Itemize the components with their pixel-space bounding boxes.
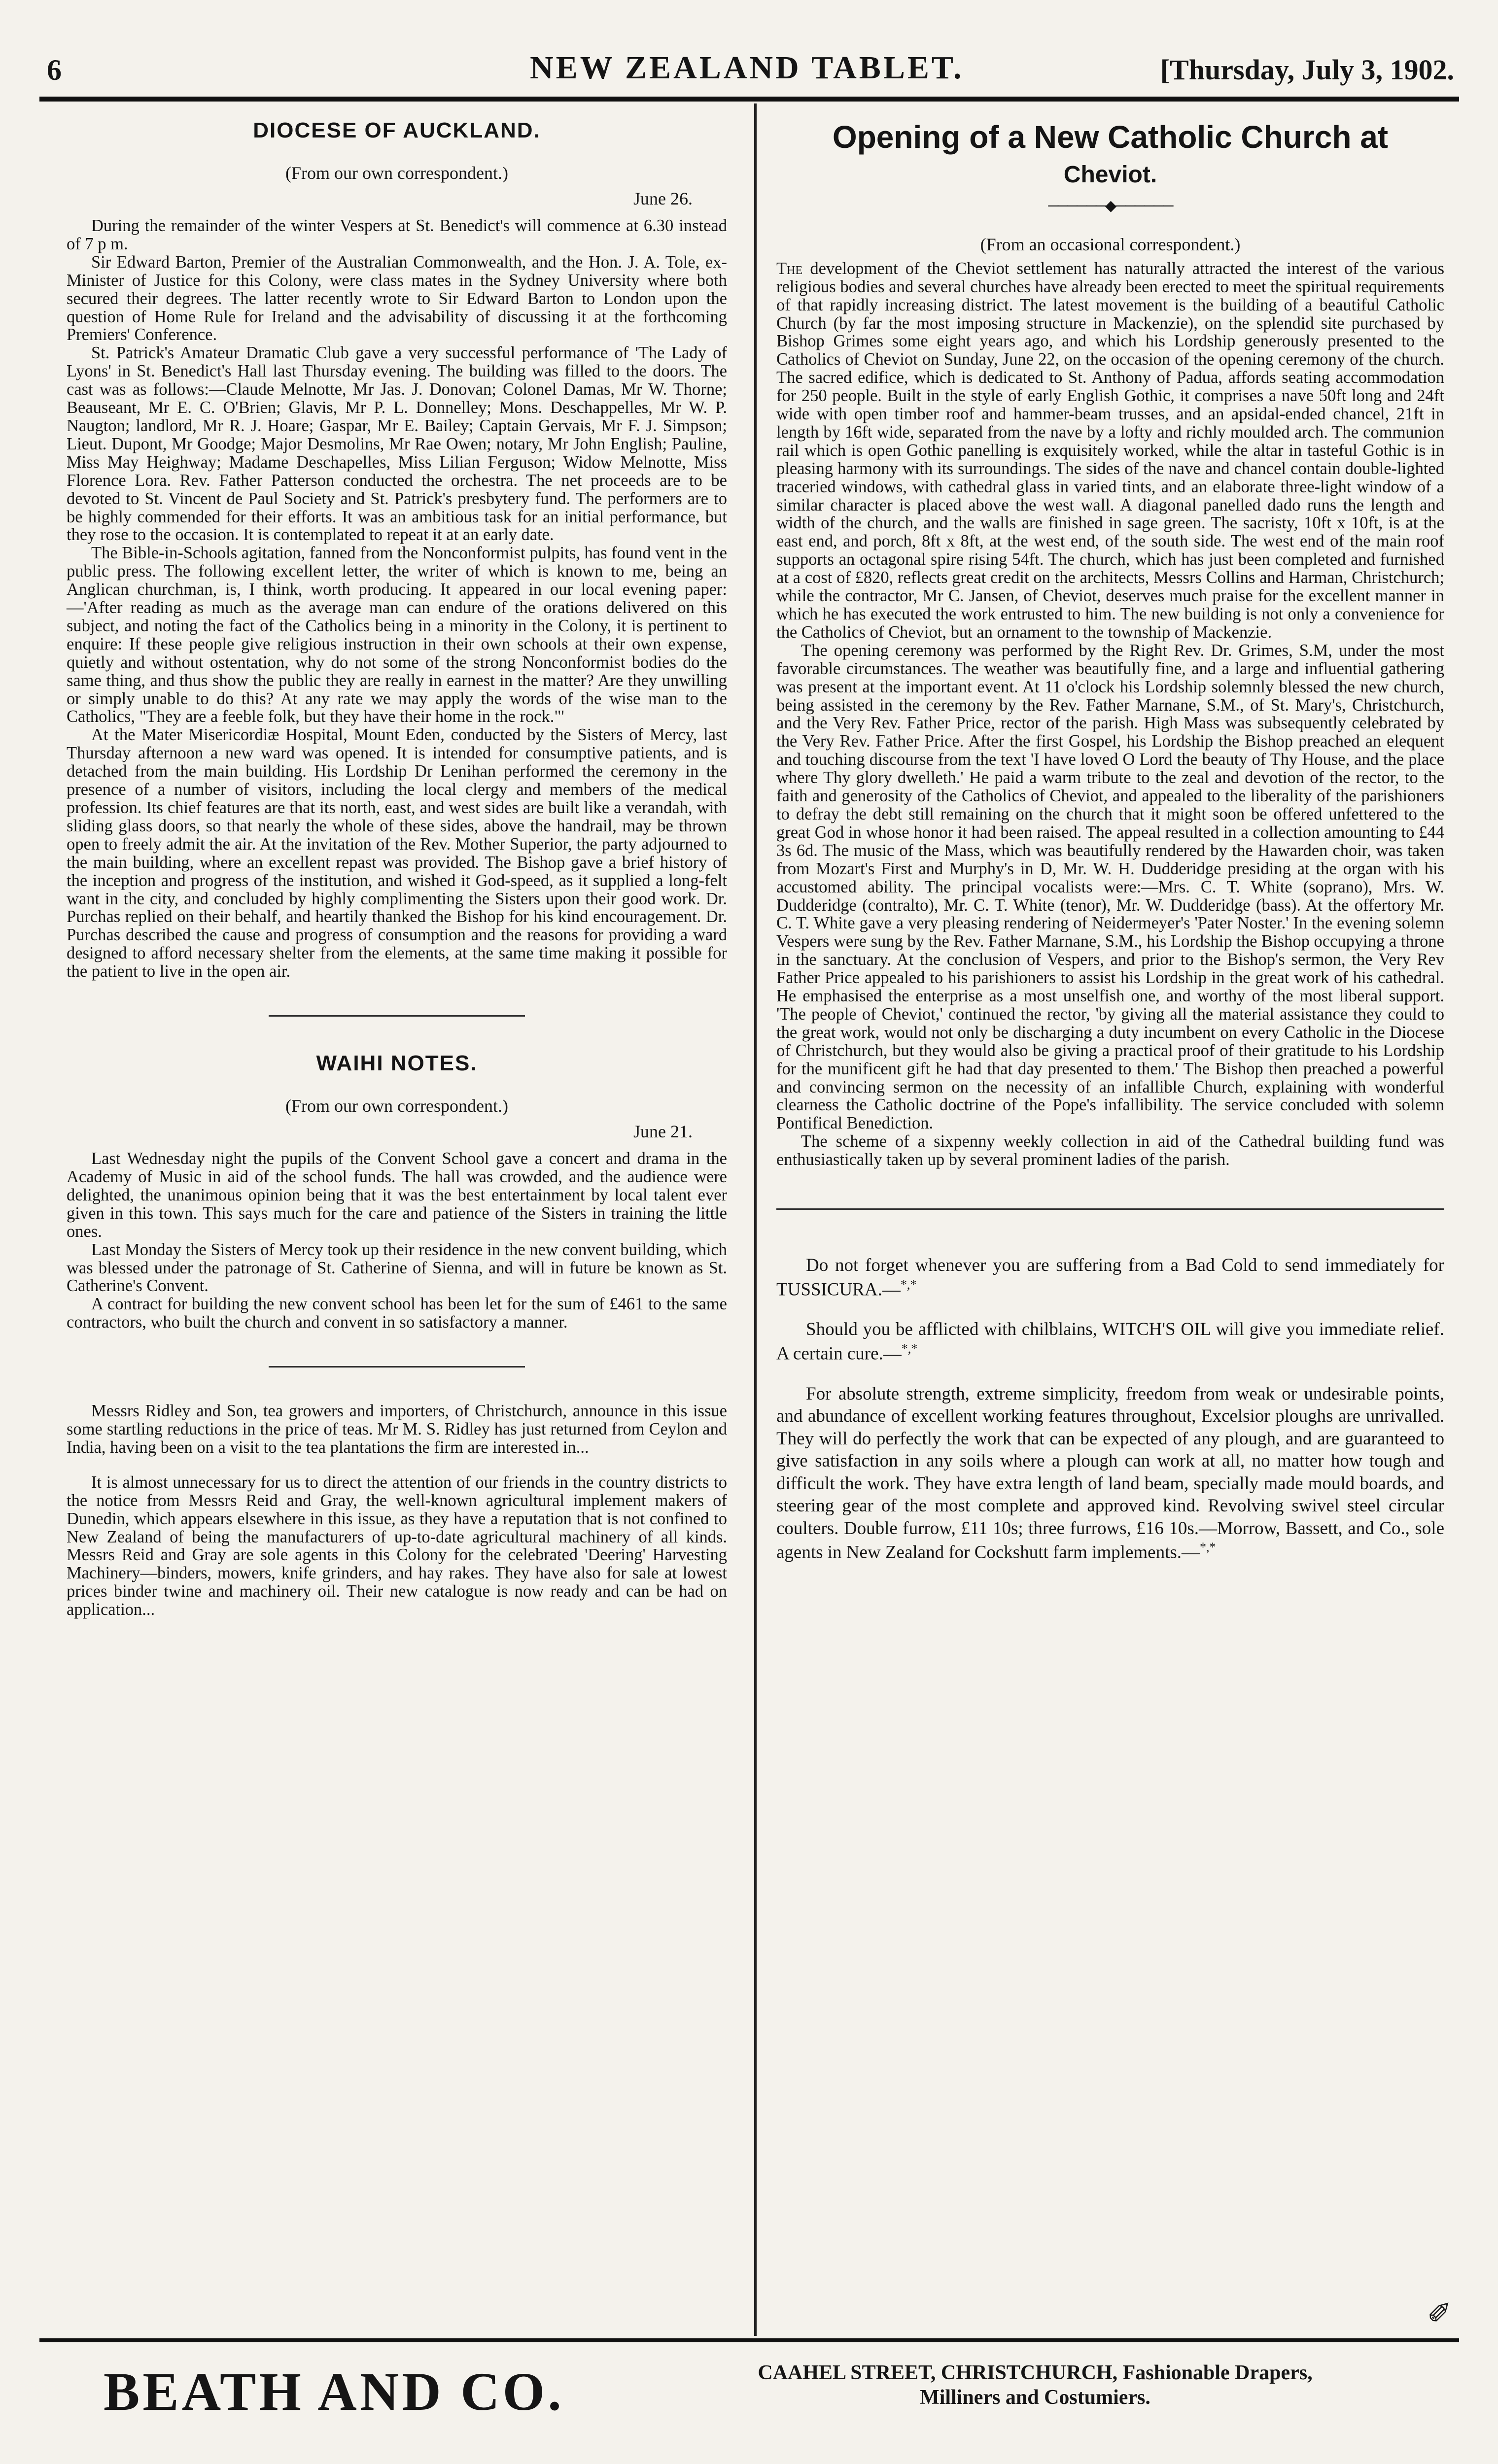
article-paragraph: The scheme of a sixpenny weekly collection in aid of the Cathedral building fund was enthusiastically taken up by several prominent ladies of the parish.: [776, 1132, 1444, 1169]
ad-paragraph: Do not forget whenever you are suffering from a Bad Cold to send immediately for TUSSICURA.—*,*: [776, 1255, 1444, 1300]
auckland-heading: DIOCESE OF AUCKLAND.: [253, 118, 541, 142]
notice-paragraph: It is almost unnecessary for us to direct the attention of our friends in the country districts to the notice from Messrs Reid and Gray, the well-known agricultural implement makers of Dunedin, which appears elsewhere in this issue, as they have a reputation that is not confined to New Zealand of being the manufacturers of up-to-date agricultural machinery of all kinds. Messrs Reid and Gray are sole agents in this Colony for the celebrated 'Deering' Harvesting Machinery—binders, mowers, knife grinders, and hay rakes. They have also for sale at lowest prices binder twine and machinery oil. Their new catalogue is now ready and can be had on application...: [67, 1472, 727, 1619]
notice-paragraph: Messrs Ridley and Son, tea growers and importers, of Christchurch, announce in this issue some startling reductions in the price of teas. Mr M. S. Ridley has just returned from Ceylon and India, having been on a visit to the tea plantations the firm are interested in...: [67, 1402, 727, 1457]
bottom-rule: [39, 2338, 1459, 2342]
waihi-byline: (From our own correspondent.): [285, 1096, 508, 1116]
waihi-heading: WAIHI NOTES.: [316, 1051, 478, 1076]
page-number: 6: [47, 54, 62, 86]
section-separator: [269, 1015, 525, 1017]
article-paragraph: At the Mater Misericordiæ Hospital, Mount Eden, conducted by the Sisters of Mercy, last Thursday afternoon a new ward was opened. It is intended for consumptive patients, and is detached from the main building. His Lordship Dr Lenihan performed the ceremony in the presence of a number of visitors, including the local clergy and members of the medical profession. Its chief features are that its north, east, and west sides are built like a verandah, with sliding glass doors, so that nearly the whole of these sides, above the handrail, may be thrown open to freely admit the air. At the invitation of the Rev. Mother Superior, the party adjourned to the main building, where an excellent repast was provided. The Bishop gave a brief history of the inception and progress of the institution, and wished it God-speed, as it supplied a long-felt want in the city, and concluded by highly complimenting the Sisters upon their good work. Dr. Purchas replied on their behalf, and heartily thanked the Bishop for his kind encouragement. Dr. Purchas described the cause and progress of consumption and the reasons for providing a ward designed to afford necessary shelter from the elements, at the same time making it possible for the patient to live in the open air.: [67, 725, 727, 981]
advertiser-name: BEATH AND CO.: [104, 2361, 564, 2422]
auckland-byline: (From our own correspondent.): [285, 163, 508, 183]
article-paragraph: The opening ceremony was performed by the Right Rev. Dr. Grimes, S.M, under the most favorable circumstances. The weather was beautifully fine, and a large and influential gathering was present at the important event. At 11 o'clock his Lordship solemnly blessed the new church, being assisted in the ceremony by the Rev. Father Marnane, S.M., of St. Mary's, Christchurch, and the Very Rev. Father Price, rector of the parish. High Mass was subsequently celebrated by the Very Rev. Father Price. After the first Gospel, his Lordship the Bishop preached an elequent and touching discourse from the text 'I have loved O Lord the beauty of Thy House, and the place where Thy glory dwelleth.' He paid a warm tribute to the zeal and devotion of the rector, to the faith and generosity of the Catholics of Cheviot, and appealed to the liberality of the parishioners to defray the debt still remaining on the church that it might soon be offered unfettered to the great God in whose honor it had been raised. The appeal resulted in a collection amounting to £44 3s 6d. The music of the Mass, which was beautifully rendered by the Hawarden choir, was taken from Mozart's First and Murphy's in D, Mr. W. H. Dudderidge presiding at the organ with his accustomed ability. The principal vocalists were:—Mrs. C. T. White (soprano), Mrs. W. Dudderidge (contralto), Mr. C. T. White (tenor), Mr. W. Dudderidge (bass). At the offertory Mr. C. T. White gave a very pleasing rendering of Neidermeyer's 'Pater Noster.' In the evening solemn Vespers were sung by the Rev. Father Marnane, S.M., his Lordship the Bishop occupying a throne in the sanctuary. At the conclusion of Vespers, and prior to the Bishop's sermon, the Very Rev Father Price appealed to his parishioners to assist his Lordship in the great work of his cathedral. He emphasised the enterprise as a most unselfish one, and worthy of the most liberal support. 'The people of Cheviot,' continued the rector, 'by giving all the material assistance they could to the great work, would not only be discharging a duty incumbent on every Catholic in the Diocese of Christchurch, but they would also be giving a practical proof of their gratitude to his Lordship for the munificent gift he had that day presented to them.' The Bishop then preached a powerful and convincing sermon on the necessity of an infallible Church, explaining with wonderful clearness the Catholic doctrine of the Pope's infallibility. The service concluded with solemn Pontifical Benediction.: [776, 641, 1444, 1133]
article-paragraph: The Bible-in-Schools agitation, fanned from the Nonconformist pulpits, has found vent in the public press. The following excellent letter, the writer of which is known to me, being an Anglican churchman, is, I think, worth producing. It appeared in our local evening paper:—'After reading as much as the average man can endure of the orations delivered on this subject, and noting the fact of the Catholics being in a minority in the Colony, it is pertinent to enquire: If these people give religious instruction in their own schools at their own expense, quietly and without ostentation, why do not some of the strong Nonconformist bodies do the same thing, and thus show the public they are really in earnest in the matter? Are they unwilling or simply unable to do this? At any rate we may apply the words of the wise man to the Catholics, "They are a feeble folk, but they have their home in the rock."': [67, 544, 727, 726]
commercial-notices: [67, 1402, 727, 1619]
article-paragraph: A contract for building the new convent school has been let for the sum of £461 to the same contractors, who built the church and convent in so satisfactory a manner.: [67, 1295, 727, 1332]
ad-paragraph: Should you be afflicted with chilblains, WITCH'S OIL will give you immediate relief. A certain cure.—*,*: [776, 1319, 1444, 1364]
article-paragraph: St. Patrick's Amateur Dramatic Club gave a very successful performance of 'The Lady of Lyons' in St. Benedict's Hall last Thursday evening. The building was filled to the doors. The cast was as follows:—Claude Melnotte, Mr Jas. J. Donovan; Colonel Damas, Mr W. Thorne; Beauseant, Mr E. C. O'Brien; Glavis, Mr P. L. Donnelley; Mons. Deschappelles, Mr W. P. Naugton; landlord, Mr R. J. Hoare; Gaspar, Mr E. Bailey; Captain Gervais, Mr F. J. Simpson; Lieut. Dupont, Mr Goodge; Major Desmolins, Mr Rae Owen; notary, Mr John English; Pauline, Miss May Heighway; Madame Deschapelles, Miss Lilian Ferguson; Widow Melnotte, Miss Florence Lora. Rev. Father Patterson conducted the orchestra. The net proceeds are to be devoted to St. Vincent de Paul Society and St. Patrick's presbytery fund. The performers are to be highly commended for their efforts. It was an ambitious task for an initial performance, but they rose to the occasion. It is contemplated to repeat it at an early date.: [67, 343, 727, 545]
lead-word: The: [776, 259, 803, 278]
cheviot-heading: Opening of a New Catholic Church at: [832, 119, 1389, 155]
column-divider: [754, 103, 757, 2336]
left-column: [67, 118, 727, 1619]
issue-date: [Thursday, July 3, 1902.: [1160, 54, 1454, 86]
auckland-date: June 26.: [633, 189, 693, 208]
cheviot-heading-line2: Cheviot.: [1063, 161, 1157, 188]
waihi-date: June 21.: [633, 1122, 693, 1142]
cheviot-byline: (From an occasional correspondent.): [980, 234, 1241, 254]
auckland-article: [67, 217, 727, 981]
waihi-article: [67, 1150, 727, 1332]
newspaper-title: NEW ZEALAND TABLET.: [530, 50, 964, 86]
section-separator: [269, 1366, 525, 1368]
cheviot-article: [776, 260, 1444, 1169]
address-line: CAAHEL STREET, CHRISTCHURCH, Fashionable Drapers,: [758, 2361, 1313, 2384]
pointer-icon: ✐: [1427, 2297, 1452, 2330]
masthead: [47, 49, 1454, 94]
top-rule: [39, 97, 1459, 102]
article-paragraph-text: development of the Cheviot settlement has naturally attracted the interest of the various religious bodies and several churches have already been erected to meet the spiritual requirements of that rapidly increasing district. The latest movement is the building of a beautiful Catholic Church (by far the most imposing structure in Mackenzie), on the splendid site purchased by Bishop Grimes some eight years ago, and which his Lordship generously presented to the Catholics of Cheviot on Sunday, June 22, on the occasion of the opening ceremony of the church. The sacred edifice, which is dedicated to St. Anthony of Padua, affords seating accommodation for 250 people. Built in the style of early English Gothic, it comprises a nave 50ft long and 24ft wide with open timber roof and hammer-beam trusses, and an apsidal-ended chancel, 21ft in length by 16ft wide, separated from the nave by a lofty and richly moulded arch. The communion rail which is open Gothic panelling is exquisitely worked, while the altar in tasteful Gothic is in pleasing harmony with its surroundings. The sides of the nave and chancel contain double-lighted traceried windows, with cathedral glass in varied tints, and an elaborate three-light window of a similar character is placed above the west wall. A diagonal panelled dado runs the length and width of the church, and the walls are finished in sage green. The sacristy, 10ft x 10ft, is at the east end, and porch, 8ft x 8ft, at the west end, of the south side. The west end of the main roof supports an octagonal spire rising 54ft. The church, which has just been completed and furnished at a cost of £820, reflects great credit on the architects, Messrs Collins and Harman, Christchurch; while the contractor, Mr C. Jansen, of Cheviot, deserves much praise for the excellent manner in which he has executed the work entrusted to him. The new building is not only a convenience for the Catholics of Cheviot, but an ornament to the township of Mackenzie.: [776, 259, 1444, 642]
article-paragraph: Sir Edward Barton, Premier of the Australian Commonwealth, and the Hon. J. A. Tole, ex-Minister of Justice for this Colony, were class mates in the Sydney University where both secured their degrees. The latter recently wrote to Sir Edward Barton to London upon the question of Home Rule for Ireland and the advisability of discussing it at the forthcoming Premiers' Conference.: [67, 252, 727, 344]
advertisements: [776, 1254, 1444, 1564]
section-separator: [776, 1208, 1444, 1210]
article-paragraph: Last Wednesday night the pupils of the Convent School gave a concert and drama in the Academy of Music in aid of the school funds. The hall was crowded, and the audience were delighted, the unanimous opinion being that it was the best entertainment by local talent ever given in this town. This says much for the care and patience of the Sisters in training the little ones.: [67, 1149, 727, 1241]
article-paragraph: During the remainder of the winter Vespers at St. Benedict's will commence at 6.30 instead of 7 p m.: [67, 216, 727, 253]
ad-paragraph: For absolute strength, extreme simplicity, freedom from weak or undesirable points, and abundance of excellent working features throughout, Excelsior ploughs are unrivalled. They will do perfectly the work that can be expected of any plough, and are guaranteed to give satisfaction in any soils where a plough can work at all, no matter how tough and difficult the work. They have extra length of land beam, specially made mould boards, and steering gear of the most complete and approved kind. Revolving swivel steel circular coulters. Double furrow, £11 10s; three furrows, £16 10s.—Morrow, Bassett, and Co., sole agents in New Zealand for Cockshutt farm implements.—*,*: [776, 1383, 1444, 1563]
article-paragraph: [776, 260, 1444, 642]
right-column: [776, 118, 1444, 1581]
advertiser-address: [690, 2361, 1380, 2410]
ornamental-rule: ──────◆──────: [1048, 197, 1173, 214]
article-paragraph: Last Monday the Sisters of Mercy took up their residence in the new convent building, which was blessed under the patronage of St. Catherine of Sienna, and will in future be known as St. Catherine's Convent.: [67, 1240, 727, 1296]
address-line: Milliners and Costumiers.: [920, 2386, 1150, 2409]
